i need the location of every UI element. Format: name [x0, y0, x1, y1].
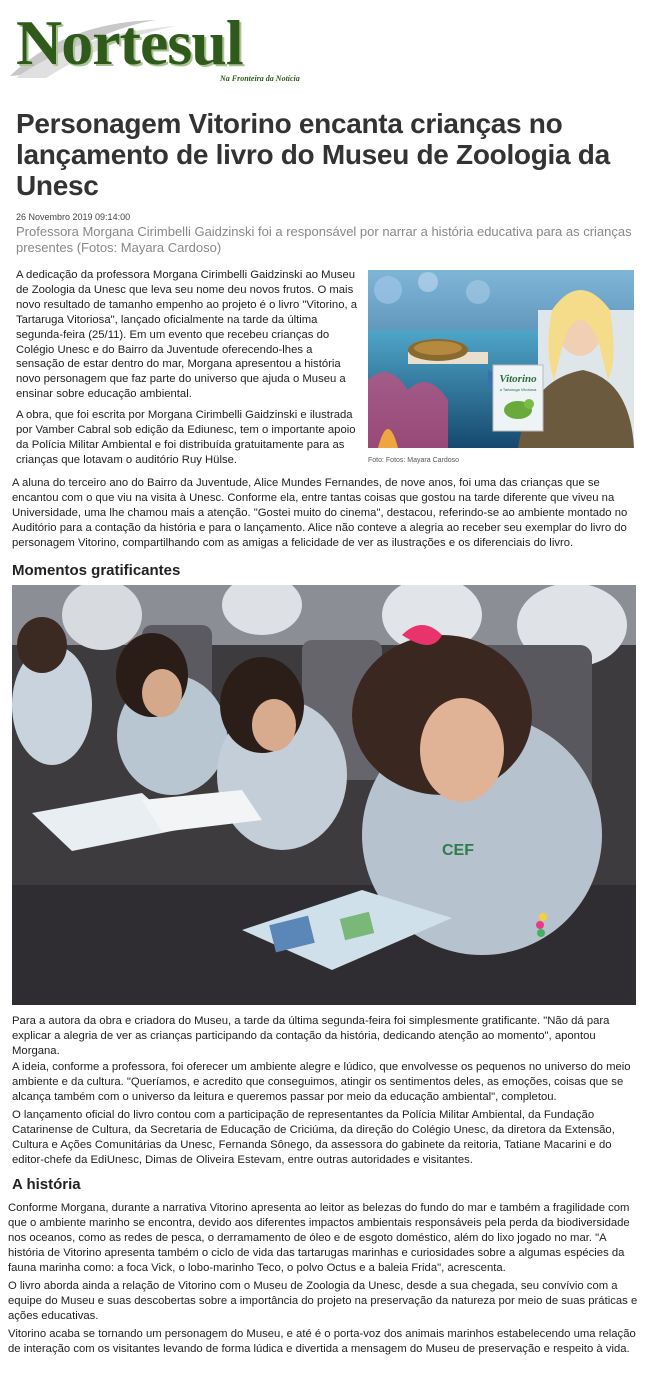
article-title: Personagem Vitorino encanta crianças no lançamento de livro do Museu de Zoologia da Unesc	[16, 108, 610, 201]
book-cover-subtitle: a Tartaruga Vitoriosa	[499, 387, 537, 392]
children-reading-illustration	[12, 585, 636, 1005]
paragraph-obra: A obra, que foi escrita por Morgana Cirimbelli Gaidzinski e ilustrada por Vamber Cabral sob edição da Ediunesc, tem o importante apoio da Polícia Militar Ambiental e foi distribuída gratuitamente para as crianças que lotavam o auditório Ruy Hülse.	[16, 409, 356, 466]
shirt-logo-text: CEF	[442, 842, 474, 859]
site-logo[interactable]	[6, 4, 306, 86]
article-subtitle: Professora Morgana Cirimbelli Gaidzinski foi a responsável por narrar a história educativa para as crianças presentes (Fotos: Mayara Cardoso)	[16, 224, 632, 255]
section-heading-momentos: Momentos gratificantes	[12, 562, 181, 579]
paragraph-intro: A dedicação da professora Morgana Cirimbelli Gaidzinski ao Museu de Zoologia da Unesc que leva seu nome deu novos frutos. O mais novo resultado de tamanho empenho ao projeto é o livro "Vitorino, a Tartaruga Vitoriosa", lançado oficialmente na tarde da última segunda-feira (25/11). Em um evento que recebeu crianças do Colégio Unesc e do Bairro da Juventude oferecendo-lhes a sensação de estar dentro do mar, Morgana apresentou a história novo personagem que faz parte do universo que ajuda o Museu a ensinar sobre educação ambiental.	[16, 269, 358, 401]
logo-tagline: Na Fronteira da Notícia	[220, 74, 300, 83]
paragraph-ideia: A ideia, conforme a professora, foi oferecer um ambiente alegre e lúdico, que envolvesse os pequenos no universo do meio ambiente e da cultura. "Queríamos, e acredito que conseguimos, atingir os sentimentos deles, as emoções, coisas que se alcança também com o universo da leitura e queremos passar por meio da educação ambiental", completou.	[12, 1061, 631, 1103]
book-cover-title: Vitorino	[499, 373, 537, 385]
paragraph-alice: A aluna do terceiro ano do Bairro da Juventude, Alice Mundes Fernandes, de nove anos, foi uma das crianças que se encantou com o que viu na visita à Unesc. Conforme ela, entre tantas coisas que gostou na tarde diferente que viveu na Universidade, uma lhe chamou mais a atenção. "Gostei muito do cinema", destacou, referindo-se ao ambiente montado no Auditório para a contação da história e para o lançamento. Alice não conteve a alegria ao receber seu exemplar do livro do personagem Vitorino, compartilhando com as amigas a felicidade de ver as ilustrações e os diferenciais do livro.	[12, 477, 628, 549]
paragraph-autora: Para a autora da obra e criadora do Museu, a tarde da última segunda-feira foi simplesmente gratificante. "Não dá para explicar a alegria de ver as crianças participando da contação da história, dedicando atenção ao momento", apontou Morgana.	[12, 1015, 610, 1057]
paragraph-relacao: O livro aborda ainda a relação de Vitorino com o Museu de Zoologia da Unesc, desde a sua chegada, seu convívio com a equipe do Museu e suas descobertas sobre a importância do projeto na preservação da natureza por meio de suas práticas e ações educativas.	[8, 1280, 638, 1322]
author-photo-illustration	[368, 270, 634, 448]
paragraph-porta-voz: Vitorino acaba se tornando um personagem do Museu, e até é o porta-voz dos animais marinhos estabelecendo uma relação de interação com os visitantes levando de forma lúdica e divertida a mensagem do Museu de preservação e respeito à vida.	[8, 1328, 636, 1355]
paragraph-lancamento: O lançamento oficial do livro contou com a participação de representantes da Polícia Militar Ambiental, da Fundação Catarinense de Cultura, da Secretaria de Educação de Criciúma, da direção do Colégio Unesc, da diretora da Extensão, Cultura e Ações Comunitárias da Unesc, Fernanda Sônego, da assessora do gabinete da reitoria, Tatiane Macarini e do editor-chefe da EdiUnesc, Dimas de Oliveira Estevam, entre outras autoridades e visitantes.	[12, 1109, 615, 1166]
logo-wordmark: Nortesul	[16, 7, 243, 78]
children-reading-photo[interactable]	[12, 585, 636, 1005]
paragraph-narrativa: Conforme Morgana, durante a narrativa Vitorino apresenta ao leitor as belezas do fundo do mar e também a fragilidade com que o ambiente marinho se encontra, devido aos diferentes impactos ambientais responsáveis pela perda da biodiversidade nos oceanos, como as redes de pesca, o derramamento de óleo e de esgoto doméstico, além do lixo jogado no mar. "A história de Vitorino apresenta também o ciclo de vida das tartarugas marinhas e curiosidades sobre a algumas espécies da fauna marinha como: a foca Vick, o lobo-marinho Teco, o polvo Octus e a baleia Frida", acrescenta.	[8, 1202, 630, 1274]
article-date: 26 Novembro 2019 09:14:00	[16, 212, 131, 222]
photo-caption: Foto: Fotos: Mayara Cardoso	[368, 457, 460, 464]
author-photo[interactable]	[368, 270, 634, 448]
section-heading-historia: A história	[12, 1176, 81, 1193]
